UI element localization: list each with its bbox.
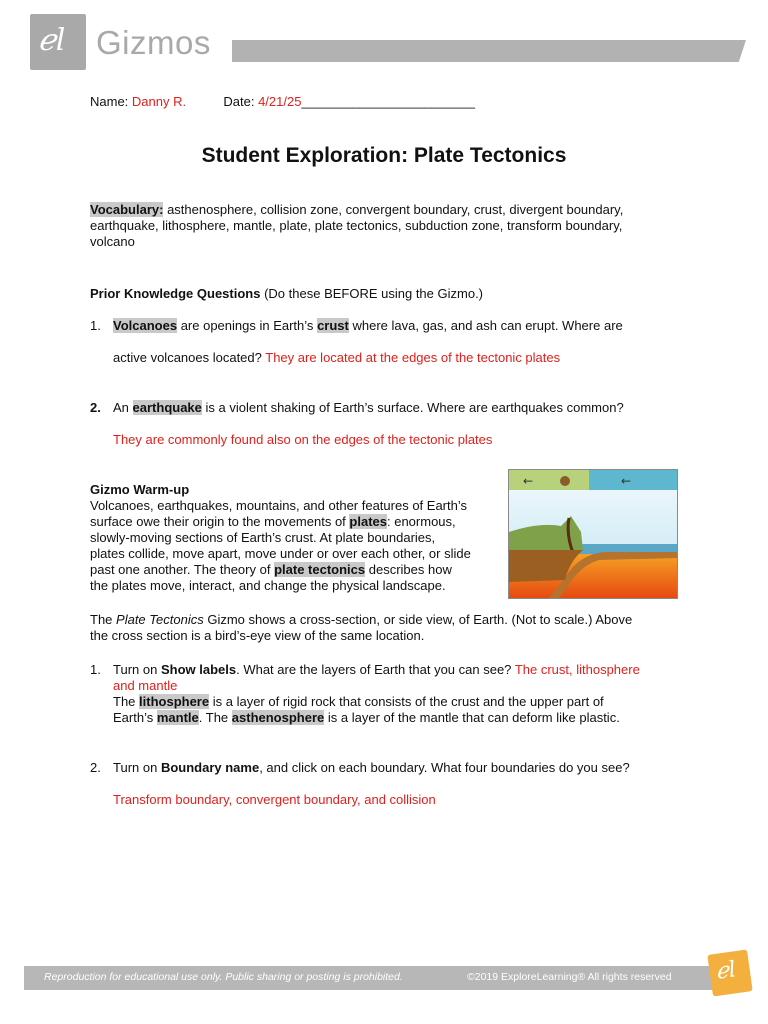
warmup-question-2: 2. Turn on Boundary name, and click on each boundary. What four boundaries do you see? Transform boundary, convergent boundary, and collision bbox=[90, 760, 670, 820]
gizmo-description: The Plate Tectonics Gizmo shows a cross-section, or side view, of Earth. (Not to scale.) Above the cross section is a bird’s-eye view of the same location. bbox=[90, 612, 633, 643]
answer-3b: and mantle bbox=[113, 678, 178, 693]
svg-text:←: ← bbox=[621, 474, 632, 488]
explorelearning-logo bbox=[30, 14, 86, 70]
cross-section-icon bbox=[509, 470, 677, 598]
svg-text:←: ← bbox=[523, 474, 534, 488]
footer-notice: Reproduction for educational use only. Public sharing or posting is prohibited. bbox=[44, 971, 403, 983]
header-bar bbox=[232, 40, 746, 62]
page-title: Student Exploration: Plate Tectonics bbox=[201, 144, 567, 167]
footer-copyright: ©2019 ExploreLearning® All rights reserved bbox=[467, 971, 672, 983]
warmup-section: Gizmo Warm-up Volcanoes, earthquakes, mountains, and other features of Earth’s surface owe their origin to the movements of plates: enormous, slowly-moving sections of Earth’s crust. At plate boundaries, plates collide, move apart, move under or over each other, or slide past one another. The theory of plate tectonics describes how the plates move, interact, and change the physical landscape. bbox=[90, 482, 471, 593]
date-value: 4/21/25 bbox=[258, 94, 302, 109]
footer-logo: ℯl bbox=[707, 949, 752, 996]
name-label: Name: bbox=[90, 94, 129, 109]
prior-question-1: 1. Volcanoes are openings in Earth’s crust where lava, gas, and ash can erupt. Where are active volcanoes located? They are located at the edges of the tectonic plates bbox=[90, 318, 623, 365]
warmup-question-1: 1. Turn on Show labels. What are the layers of Earth that you can see? The crust, lithosphere and mantle The lithosphere is a layer of rigid rock that consists of the crust and the upper part of Earth’s mantle. The asthenosphere is a layer of the mantle that can deform like plastic. bbox=[90, 662, 640, 725]
brand-name: Gizmos bbox=[96, 24, 211, 61]
vocabulary-text: asthenosphere, collision zone, convergent boundary, crust, divergent boundary, earthquake, lithosphere, mantle, plate, plate tectonics, subduction zone, transform boundary, volcano bbox=[90, 202, 624, 249]
date-label: Date: bbox=[223, 94, 255, 109]
answer-4: Transform boundary, convergent boundary, and collision bbox=[113, 792, 436, 807]
vocabulary-label: Vocabulary: bbox=[90, 202, 164, 217]
student-name: Danny R. bbox=[131, 94, 187, 109]
answer-2: They are commonly found also on the edges of the tectonic plates bbox=[113, 432, 493, 447]
vocabulary bbox=[90, 202, 665, 250]
warmup-heading: Gizmo Warm-up bbox=[90, 482, 190, 497]
prior-question-2: 2. An earthquake is a violent shaking of Earth’s surface. Where are earthquakes common? They are commonly found also on the edges of the tectonic plates bbox=[90, 400, 670, 460]
plate-tectonics-figure bbox=[508, 469, 678, 599]
prior-knowledge-heading: Prior Knowledge Questions (Do these BEFORE using the Gizmo.) bbox=[90, 286, 484, 301]
answer-1: They are located at the edges of the tectonic plates bbox=[265, 350, 561, 365]
date-underline: ________________________ bbox=[301, 94, 475, 109]
name-date-line bbox=[90, 94, 475, 109]
answer-3a: The crust, lithosphere bbox=[514, 662, 640, 677]
logo-glyph: ℯl bbox=[38, 23, 66, 58]
